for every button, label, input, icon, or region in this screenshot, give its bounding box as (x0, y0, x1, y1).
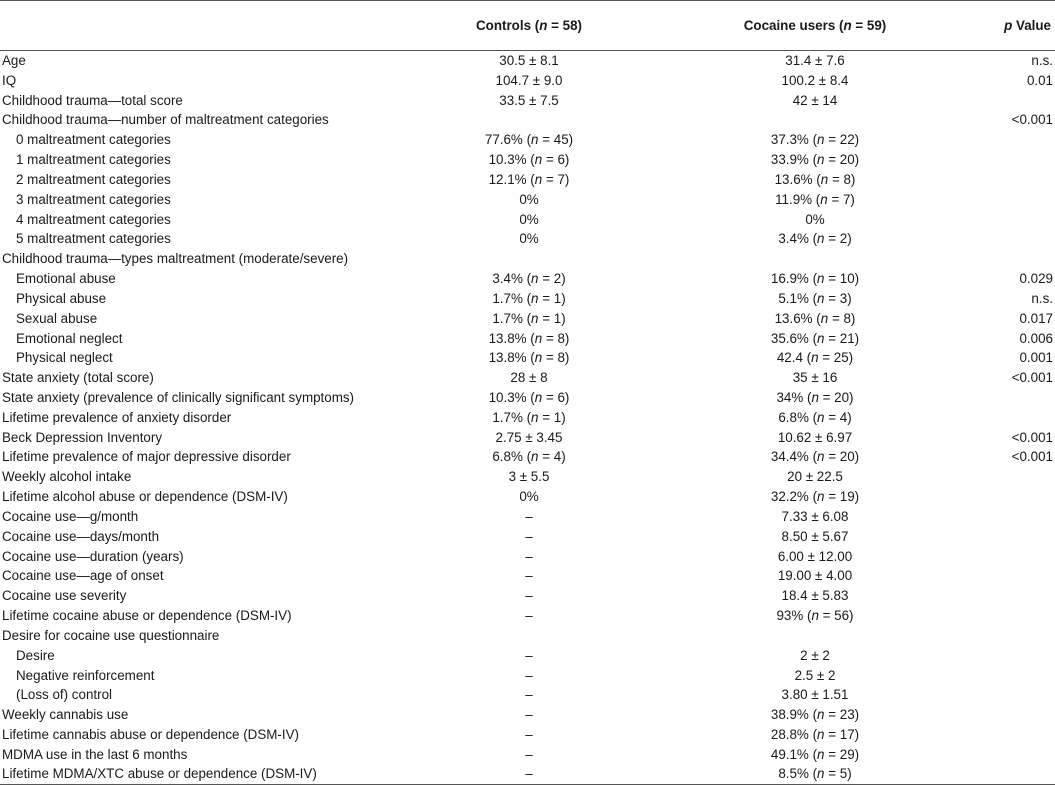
row-label: 1 maltreatment categories (16, 152, 171, 168)
table-row (0, 665, 1055, 685)
table-row (0, 110, 1055, 130)
row-label: Weekly cannabis use (2, 707, 129, 723)
p-value (950, 209, 1055, 229)
row-label: 4 maltreatment categories (16, 211, 171, 227)
controls-value: 2.75 ± 3.45 (495, 429, 563, 445)
controls-value: 0% (519, 231, 539, 247)
row-label: Negative reinforcement (16, 667, 155, 683)
p-value (950, 169, 1055, 189)
controls-value: – (525, 568, 533, 584)
row-label: Childhood trauma—types maltreatment (moderate/severe) (2, 251, 349, 267)
row-label: 3 maltreatment categories (16, 191, 171, 207)
controls-value: – (525, 508, 533, 524)
cocaine-users-value: 42.4 (n = 25) (776, 350, 854, 366)
row-label: Emotional neglect (16, 330, 123, 346)
cocaine-users-value: 34.4% (n = 20) (770, 449, 860, 465)
row-label: Lifetime prevalence of anxiety disorder (2, 409, 232, 425)
controls-value: 6.8% (n = 4) (492, 449, 566, 465)
controls-value: 33.5 ± 7.5 (499, 92, 559, 108)
row-label: Childhood trauma—total score (2, 92, 183, 108)
table-row (0, 70, 1055, 90)
cocaine-users-value: 32.2% (n = 19) (770, 489, 860, 505)
controls-value: 10.3% (n = 6) (488, 389, 570, 405)
controls-value: – (525, 588, 533, 604)
table-row (0, 645, 1055, 665)
row-label: Lifetime cocaine abuse or dependence (DSM-IV) (2, 608, 292, 624)
row-label: Lifetime cannabis abuse or dependence (DSM-IV) (2, 727, 299, 743)
controls-value (378, 249, 680, 269)
row-label: State anxiety (prevalence of clinically significant symptoms) (2, 389, 355, 405)
p-value (950, 189, 1055, 209)
table-row (0, 487, 1055, 507)
row-label: Lifetime MDMA/XTC abuse or dependence (DSM-IV) (0, 764, 378, 784)
table-row (0, 229, 1055, 249)
table-row (0, 566, 1055, 586)
controls-value: 0% (519, 191, 539, 207)
table-row (0, 626, 1055, 646)
table-row (0, 288, 1055, 308)
controls-value: – (525, 746, 533, 762)
p-value: 0.001 (1019, 350, 1053, 366)
table-row (0, 467, 1055, 487)
table-row (0, 130, 1055, 150)
cocaine-users-value: 42 ± 14 (792, 92, 838, 108)
table-row (0, 308, 1055, 328)
controls-value: – (525, 707, 533, 723)
cocaine-users-value: 13.6% (n = 8) (774, 310, 856, 326)
controls-value: 1.7% (n = 1) (492, 409, 566, 425)
row-label: (Loss of) control (16, 687, 113, 703)
row-label: Weekly alcohol intake (2, 469, 132, 485)
table-row (0, 685, 1055, 705)
p-value: 0.017 (1019, 310, 1053, 326)
table-row (0, 249, 1055, 269)
p-value (950, 507, 1055, 527)
row-label: Physical abuse (16, 290, 107, 306)
header-cocaine-users (680, 1, 950, 51)
cocaine-users-value: 8.50 ± 5.67 (781, 528, 849, 544)
table-row (0, 348, 1055, 368)
table-row (0, 388, 1055, 408)
row-label: Desire for cocaine use questionnaire (2, 627, 220, 643)
table-row (0, 546, 1055, 566)
controls-value: 13.8% (n = 8) (488, 350, 570, 366)
cocaine-users-value: 37.3% (n = 22) (770, 132, 860, 148)
controls-value: 3.4% (n = 2) (492, 271, 566, 287)
cocaine-users-value: 16.9% (n = 10) (770, 271, 860, 287)
p-value (950, 546, 1055, 566)
controls-value: – (525, 667, 533, 683)
table-row (0, 169, 1055, 189)
row-label: Cocaine use—days/month (2, 528, 160, 544)
cocaine-users-value: 13.6% (n = 8) (774, 171, 856, 187)
cocaine-users-value: 100.2 ± 8.4 (781, 72, 849, 88)
p-value (950, 407, 1055, 427)
row-label: Cocaine use—age of onset (2, 568, 164, 584)
table-row (0, 51, 1055, 71)
header-row (0, 1, 1055, 51)
p-value (950, 90, 1055, 110)
p-value (950, 665, 1055, 685)
row-label: 0 maltreatment categories (16, 132, 171, 148)
cocaine-users-value: 0% (805, 211, 825, 227)
row-label: MDMA use in the last 6 months (2, 746, 188, 762)
header-p-label: p Value (1004, 17, 1051, 33)
row-label: Beck Depression Inventory (2, 429, 163, 445)
cocaine-users-value: 35 ± 16 (792, 370, 838, 386)
cocaine-users-value: 18.4 ± 5.83 (781, 588, 849, 604)
p-value (950, 467, 1055, 487)
p-value: <0.001 (1011, 112, 1053, 128)
row-label: IQ (2, 72, 17, 88)
row-label: Desire (16, 647, 55, 663)
controls-value: 1.7% (n = 1) (492, 310, 566, 326)
table-row (0, 586, 1055, 606)
table-row (0, 407, 1055, 427)
table-row (0, 427, 1055, 447)
table-row (0, 150, 1055, 170)
controls-value: – (525, 608, 533, 624)
cocaine-users-value: 49.1% (n = 29) (770, 746, 860, 762)
controls-value: 30.5 ± 8.1 (499, 53, 559, 69)
cocaine-users-value (680, 249, 950, 269)
p-value: <0.001 (1011, 429, 1053, 445)
controls-value: 10.3% (n = 6) (488, 152, 570, 168)
p-value: 0.006 (1019, 330, 1053, 346)
table-row (0, 725, 1055, 745)
cocaine-users-value: 19.00 ± 4.00 (777, 568, 853, 584)
cocaine-users-value: 34% (n = 20) (776, 389, 854, 405)
cocaine-users-value (680, 626, 950, 646)
cocaine-users-value: 3.4% (n = 2) (778, 231, 852, 247)
table-row (0, 606, 1055, 626)
p-value (950, 626, 1055, 646)
table-row (0, 209, 1055, 229)
controls-value: 77.6% (n = 45) (484, 132, 574, 148)
cocaine-users-value: 38.9% (n = 23) (770, 707, 860, 723)
p-value: 0.01 (1026, 72, 1053, 88)
table-header (0, 1, 1055, 51)
controls-value: 3 ± 5.5 (508, 469, 550, 485)
table-row (0, 447, 1055, 467)
row-label: Lifetime alcohol abuse or dependence (DSM-IV) (2, 489, 288, 505)
table-row (0, 90, 1055, 110)
row-label: Childhood trauma—number of maltreatment categories (2, 112, 329, 128)
controls-value: 0% (519, 211, 539, 227)
row-label: 2 maltreatment categories (16, 171, 171, 187)
cocaine-users-value: 31.4 ± 7.6 (785, 53, 845, 69)
p-value (950, 705, 1055, 725)
p-value: n.s. (1031, 53, 1053, 69)
p-value: <0.001 (1011, 370, 1053, 386)
controls-value: 28 ± 8 (510, 370, 548, 386)
controls-value: 0% (519, 489, 539, 505)
controls-value: 13.8% (n = 8) (488, 330, 570, 346)
controls-value: – (525, 528, 533, 544)
row-label: Age (2, 53, 26, 69)
p-value (950, 130, 1055, 150)
header-controls (378, 1, 680, 51)
header-variable (0, 1, 378, 51)
controls-value: – (378, 764, 680, 784)
row-label: Cocaine use severity (2, 588, 127, 604)
cocaine-users-value: 3.80 ± 1.51 (781, 687, 849, 703)
p-value (950, 764, 1055, 784)
p-value (950, 744, 1055, 764)
p-value (950, 388, 1055, 408)
controls-value (378, 110, 680, 130)
table-body (0, 51, 1055, 785)
table-row (0, 507, 1055, 527)
p-value (950, 725, 1055, 745)
cocaine-users-value: 7.33 ± 6.08 (781, 508, 849, 524)
row-label: 5 maltreatment categories (16, 231, 171, 247)
p-value (950, 685, 1055, 705)
cocaine-users-value (680, 110, 950, 130)
table-row (0, 764, 1055, 784)
row-label: Cocaine use—g/month (2, 508, 139, 524)
header-cocaine-label: Cocaine users (n = 59) (743, 17, 887, 33)
p-value (950, 249, 1055, 269)
table-row (0, 526, 1055, 546)
p-value (950, 526, 1055, 546)
row-label: Lifetime prevalence of major depressive disorder (2, 449, 291, 465)
p-value: n.s. (1031, 290, 1053, 306)
table-row (0, 705, 1055, 725)
controls-value: – (525, 647, 533, 663)
table-row (0, 744, 1055, 764)
cocaine-users-value: 10.62 ± 6.97 (777, 429, 853, 445)
p-value (950, 645, 1055, 665)
p-value (950, 566, 1055, 586)
header-p-value (950, 1, 1055, 51)
cocaine-users-value: 6.00 ± 12.00 (777, 548, 853, 564)
cocaine-users-value: 35.6% (n = 21) (770, 330, 860, 346)
table-row (0, 328, 1055, 348)
p-value: 0.029 (1019, 271, 1053, 287)
controls-value (378, 626, 680, 646)
p-value (950, 586, 1055, 606)
cocaine-users-value: 28.8% (n = 17) (770, 727, 860, 743)
cocaine-users-value: 8.5% (n = 5) (680, 764, 950, 784)
table-row (0, 269, 1055, 289)
controls-value: – (525, 548, 533, 564)
p-value (950, 150, 1055, 170)
controls-value: 1.7% (n = 1) (492, 290, 566, 306)
row-label: Sexual abuse (16, 310, 98, 326)
controls-value: 12.1% (n = 7) (488, 171, 570, 187)
cocaine-users-value: 11.9% (n = 7) (775, 191, 855, 207)
cocaine-users-value: 2 ± 2 (800, 647, 830, 663)
table-row (0, 189, 1055, 209)
cocaine-users-value: 93% (n = 56) (776, 608, 854, 624)
p-value: <0.001 (1011, 449, 1053, 465)
cocaine-users-value: 2.5 ± 2 (794, 667, 836, 683)
controls-value: 104.7 ± 9.0 (495, 72, 563, 88)
cocaine-users-value: 6.8% (n = 4) (778, 409, 852, 425)
p-value (950, 487, 1055, 507)
header-controls-label: Controls (n = 58) (475, 17, 583, 33)
controls-value: – (525, 687, 533, 703)
cocaine-users-value: 5.1% (n = 3) (778, 290, 852, 306)
row-label: State anxiety (total score) (2, 370, 154, 386)
row-label: Cocaine use—duration (years) (2, 548, 184, 564)
p-value (950, 606, 1055, 626)
row-label: Physical neglect (16, 350, 113, 366)
cocaine-users-value: 20 ± 22.5 (787, 469, 843, 485)
controls-value: – (525, 727, 533, 743)
p-value (950, 229, 1055, 249)
table-row (0, 368, 1055, 388)
cocaine-users-value: 33.9% (n = 20) (770, 152, 860, 168)
row-label: Emotional abuse (16, 271, 116, 287)
